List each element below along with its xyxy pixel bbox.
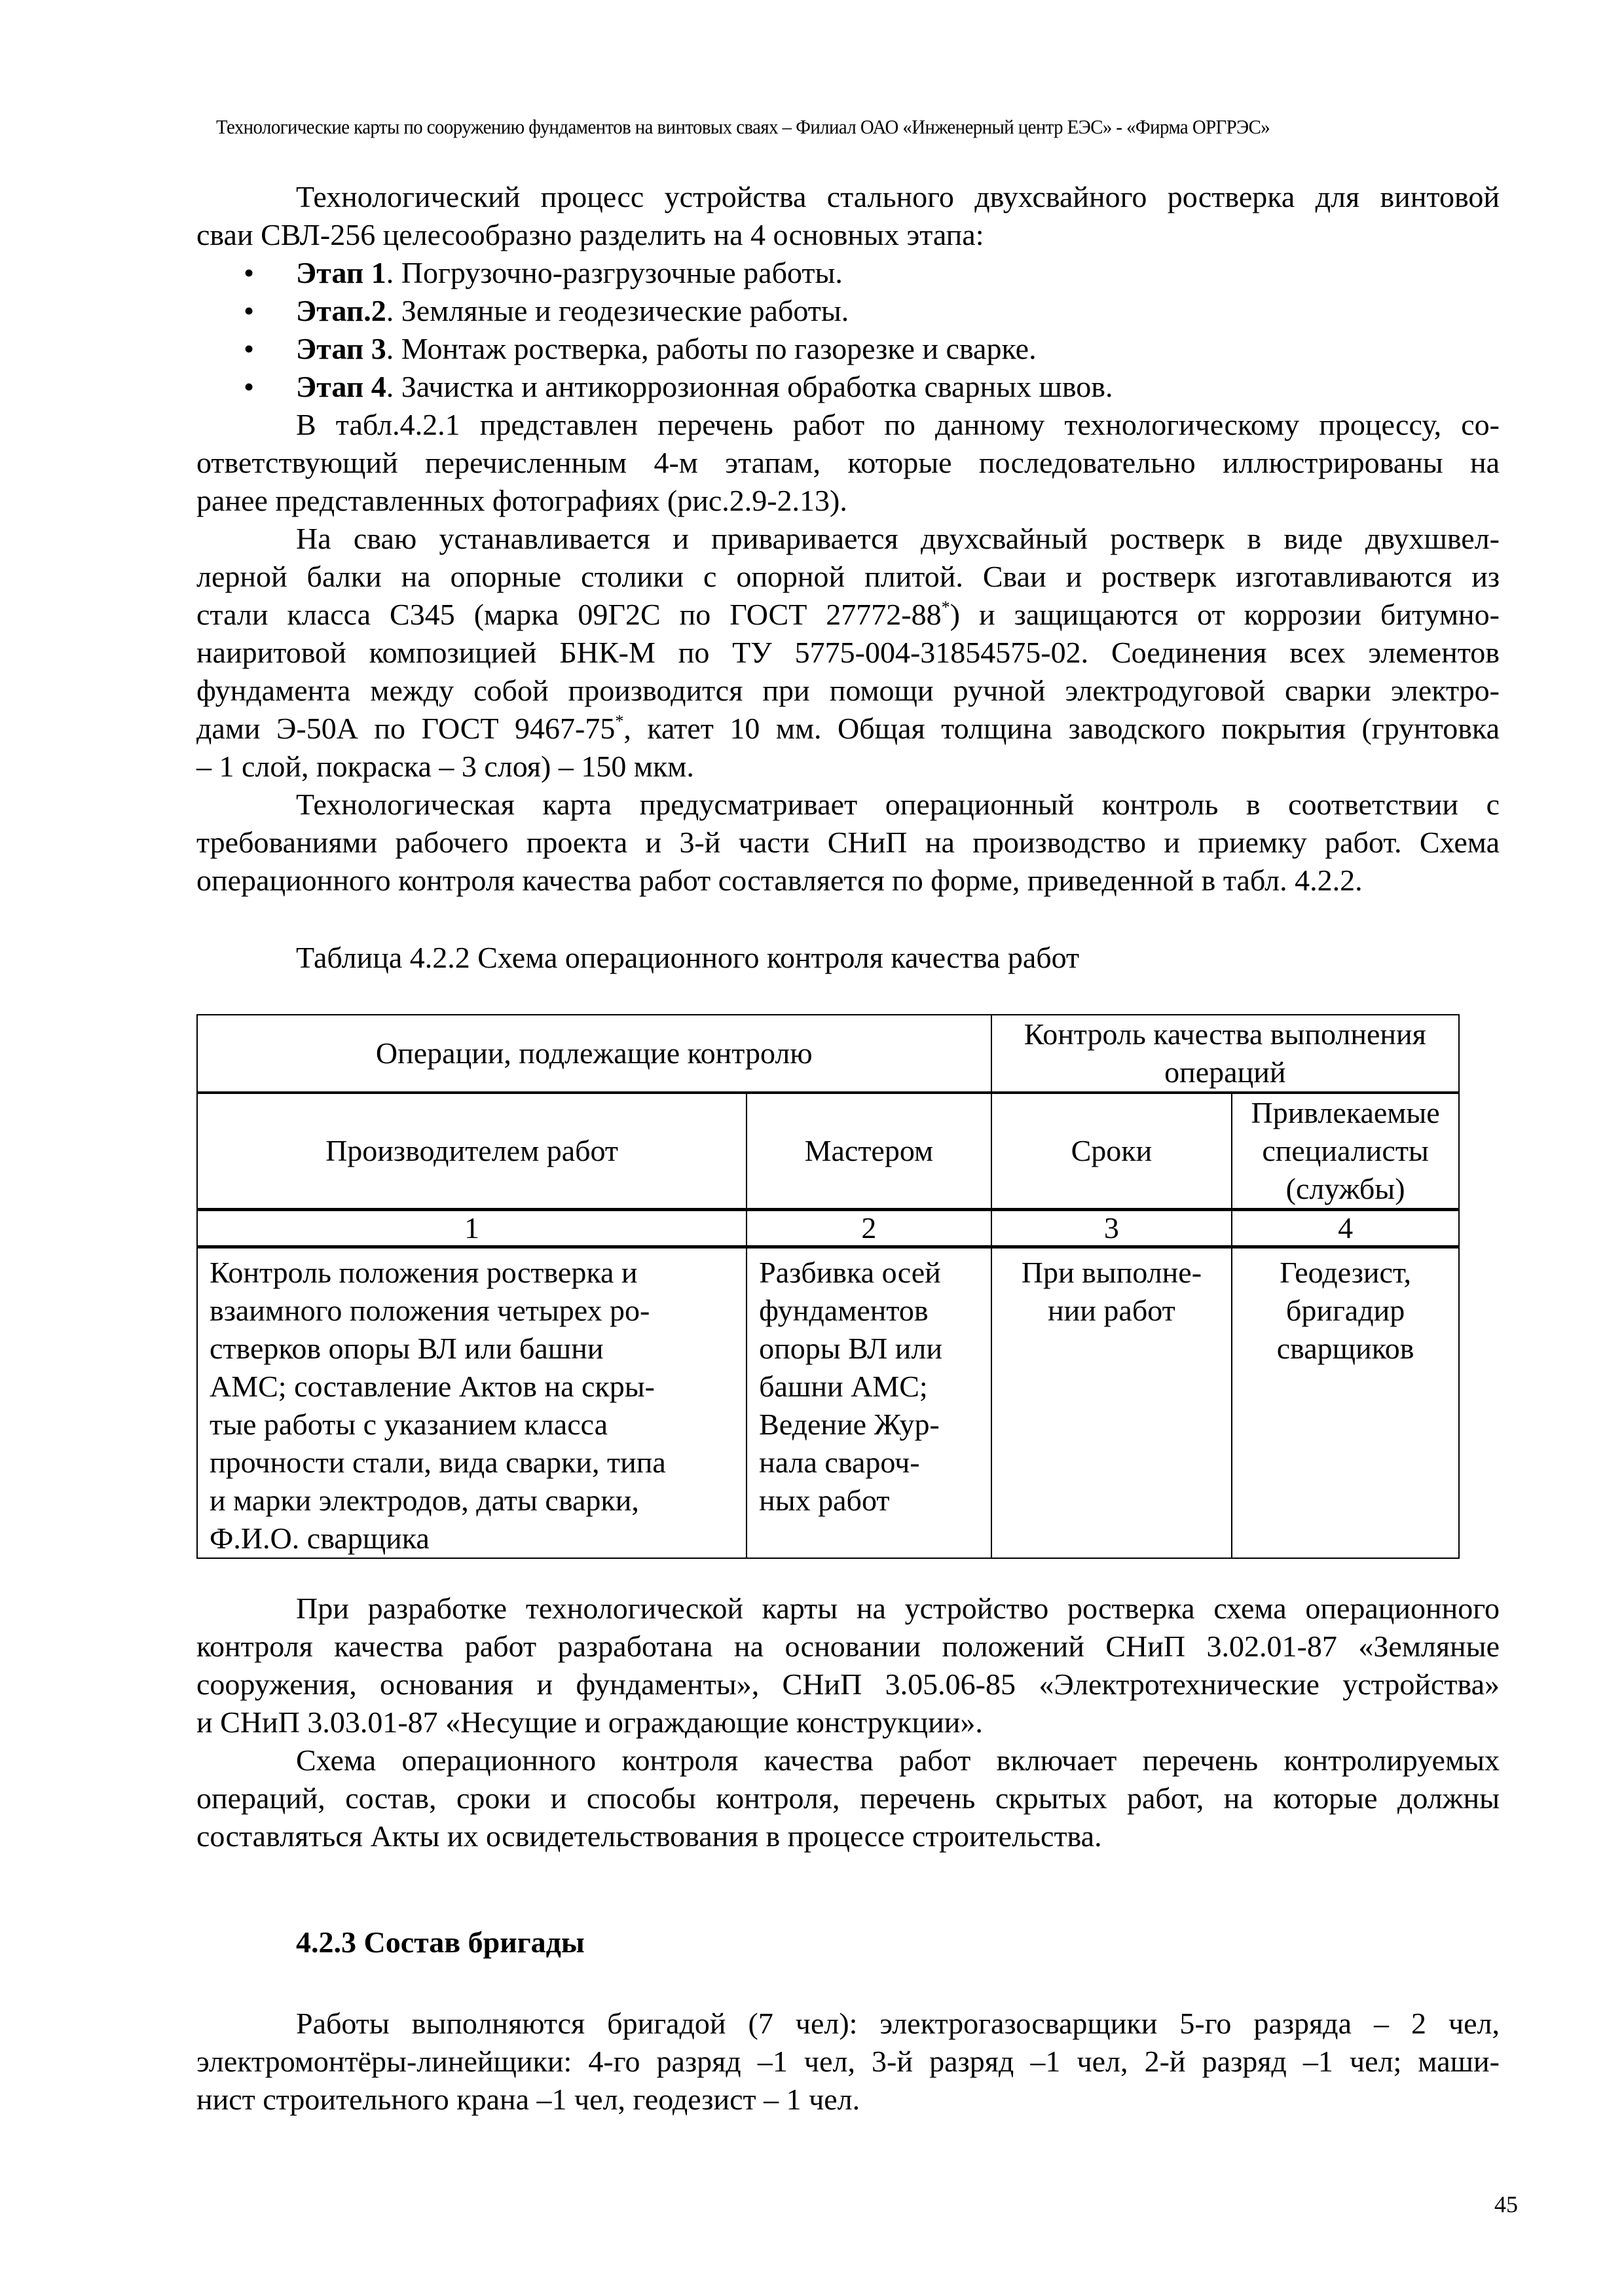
header-specialists-line-1: Привлекаемые [1251,1096,1440,1129]
cell-line: Ф.И.О. сварщика [210,1522,430,1555]
cell-line: нала свароч- [759,1446,920,1479]
cell-contractor-operations [197,1247,747,1559]
control-line-1: Технологическая карта предусматривает операционный контроль в соответствии с [296,788,1500,821]
header-specialists [1232,1093,1459,1210]
stage-text: . Земляные и геодезические работы. [386,294,849,327]
cell-timing [991,1247,1232,1559]
materials-line-2: лерной балки на опорные столики с опорной плитой. Сваи и ростверк изготавливаются из [196,560,1500,593]
cell-line: АМС; составление Актов на скры- [210,1370,655,1403]
bullet-icon: • [244,294,255,327]
stage-text: . Погрузочно-разгрузочные работы. [386,256,843,289]
table-row [197,1247,1459,1559]
intro-section [196,178,1500,900]
bullet-icon: • [244,370,255,403]
stage-item [196,330,1500,368]
stage-label: Этап 3 [296,332,386,365]
footnote-mark: * [615,712,624,731]
materials-line-1: На сваю устанавливается и приваривается двухсвайный ростверк в виде двухшвел- [296,522,1500,555]
header-by-contractor: Производителем работ [197,1093,747,1210]
crew-line-3: нист строительного крана –1 чел, геодезист – 1 чел. [196,2083,860,2116]
table-ref-line-3: ранее представленных фотографиях (рис.2.9-2.13). [196,484,847,517]
table-ref-line-1: В табл.4.2.1 представлен перечень работ по данному технологическому процессу, со- [296,408,1500,441]
materials-line-7: – 1 слой, покраска – 3 слоя) – 150 мкм. [196,750,694,783]
cell-line: взаимного положения четырех ро- [210,1294,650,1327]
cell-line: ных работ [759,1484,890,1517]
crew-line-1: Работы выполняются бригадой (7 чел): электрогазосварщики 5-го разряда – 2 чел, [296,2007,1500,2040]
cell-line: башни АМС; [759,1370,928,1403]
materials-line-6-b: , катет 10 мм. Общая толщина заводского покрытия (грунтовка [623,712,1500,745]
header-quality-control-line-2: операций [1164,1055,1286,1089]
basis-line-1: При разработке технологической карты на устройство ростверка схема операционного [296,1592,1500,1625]
column-numbers-row [197,1210,1459,1247]
bullet-icon: • [244,332,255,365]
stage-text: . Монтаж ростверка, работы по газорезке и сварке. [386,332,1037,365]
header-specialists-line-3: (службы) [1285,1172,1405,1205]
materials-line-3 [196,596,1500,634]
header-quality-control [991,1015,1459,1093]
cell-line: стверков опоры ВЛ или башни [210,1332,604,1365]
materials-line-6 [196,710,1500,748]
stage-label: Этап.2 [296,294,386,327]
stage-item [196,292,1500,330]
scheme-line-3: составляться Акты их освидетельствования в процессе строительства. [196,1819,1102,1853]
cell-foreman-operations [747,1247,991,1559]
stages-list [196,254,1500,406]
table-ref-line-2: ответствующий перечисленным 4-м этапам, которые последовательно иллюстрированы на [196,446,1500,479]
cell-line: фундаментов [759,1294,929,1327]
crew-section [196,2005,1500,2119]
stage-text: . Зачистка и антикоррозионная обработка сварных швов. [386,370,1113,403]
cell-line: При выполне- [1021,1256,1202,1289]
cell-line: бригадир [1285,1294,1405,1327]
materials-line-3-a: стали класса С345 (марка 09Г2С по ГОСТ 27772-88 [196,598,942,631]
column-number: 2 [747,1210,991,1247]
header-timing: Сроки [991,1093,1232,1210]
cell-line: тые работы с указанием класса [210,1408,608,1441]
bullet-icon: • [244,256,255,289]
cell-line: сварщиков [1276,1332,1414,1365]
cell-line: Геодезист, [1280,1256,1412,1289]
header-quality-control-line-1: Контроль качества выполнения [1024,1017,1426,1051]
column-number: 4 [1232,1210,1459,1247]
basis-line-3: сооружения, основания и фундаменты», СНиП 3.05.06-85 «Электротехнические устройства» [196,1667,1500,1701]
cell-line: Разбивка осей [759,1256,941,1289]
cell-line: Контроль положения ростверка и [210,1256,638,1289]
page-number: 45 [1494,2191,1518,2217]
header-operations: Операции, подлежащие контролю [197,1015,991,1093]
table-caption: Таблица 4.2.2 Схема операционного контроля качества работ [296,941,1080,974]
stage-label: Этап 4 [296,370,386,403]
column-number: 1 [197,1210,747,1247]
control-line-3: операционного контроля качества работ составляется по форме, приведенной в табл. 4.2.2. [196,864,1363,897]
stage-item [196,254,1500,292]
table-header-row-2 [197,1093,1459,1210]
cell-line: опоры ВЛ или [759,1332,942,1365]
basis-line-2: контроля качества работ разработана на основании положений СНиП 3.02.01-87 «Земляные [196,1630,1500,1663]
basis-section [196,1590,1500,1855]
control-line-2: требованиями рабочего проекта и 3-й части СНиП на производство и приемку работ. Схема [196,826,1500,859]
quality-control-table [196,1014,1460,1559]
materials-line-5: фундамента между собой производится при помощи ручной электродуговой сварки электро- [196,674,1500,707]
materials-line-3-b: ) и защищаются от коррозии битумно- [950,598,1500,631]
stage-label: Этап 1 [296,256,386,289]
crew-line-2: электромонтёры-линейщики: 4-го разряд –1 чел, 3-й разряд –1 чел, 2-й разряд –1 чел; маши- [196,2045,1500,2078]
footnote-mark: * [941,598,950,617]
stage-item [196,368,1500,406]
section-heading: 4.2.3 Состав бригады [296,1925,585,1959]
cell-line: Ведение Жур- [759,1408,940,1441]
header-specialists-line-2: специалисты [1262,1134,1429,1167]
basis-line-4: и СНиП 3.03.01-87 «Несущие и ограждающие конструкции». [196,1705,983,1739]
intro-line-2: сваи СВЛ-256 целесообразно разделить на 4 основных этапа: [196,218,984,251]
cell-line: нии работ [1048,1294,1175,1327]
cell-line: прочности стали, вида сварки, типа [210,1446,666,1479]
cell-specialists [1232,1247,1459,1559]
running-header: Технологические карты по сооружению фундаментов на винтовых сваях – Филиал ОАО «Инженерный центр ЕЭС» - «Фирма ОРГРЭС» [216,115,1270,138]
table-header-row-1 [197,1015,1459,1093]
intro-line-1: Технологический процесс устройства стального двухсвайного ростверка для винтовой [296,180,1500,213]
scheme-line-2: операций, состав, сроки и способы контроля, перечень скрытых работ, на которые должны [196,1781,1500,1815]
header-by-foreman: Мастером [747,1093,991,1210]
scheme-line-1: Схема операционного контроля качества работ включает перечень контролируемых [296,1743,1500,1777]
materials-line-4: наиритовой композицией БНК-М по ТУ 5775-004-31854575-02. Соединения всех элементов [196,636,1500,669]
column-number: 3 [991,1210,1232,1247]
cell-line: и марки электродов, даты сварки, [210,1484,639,1517]
materials-line-6-a: дами Э-50А по ГОСТ 9467-75 [196,712,616,745]
